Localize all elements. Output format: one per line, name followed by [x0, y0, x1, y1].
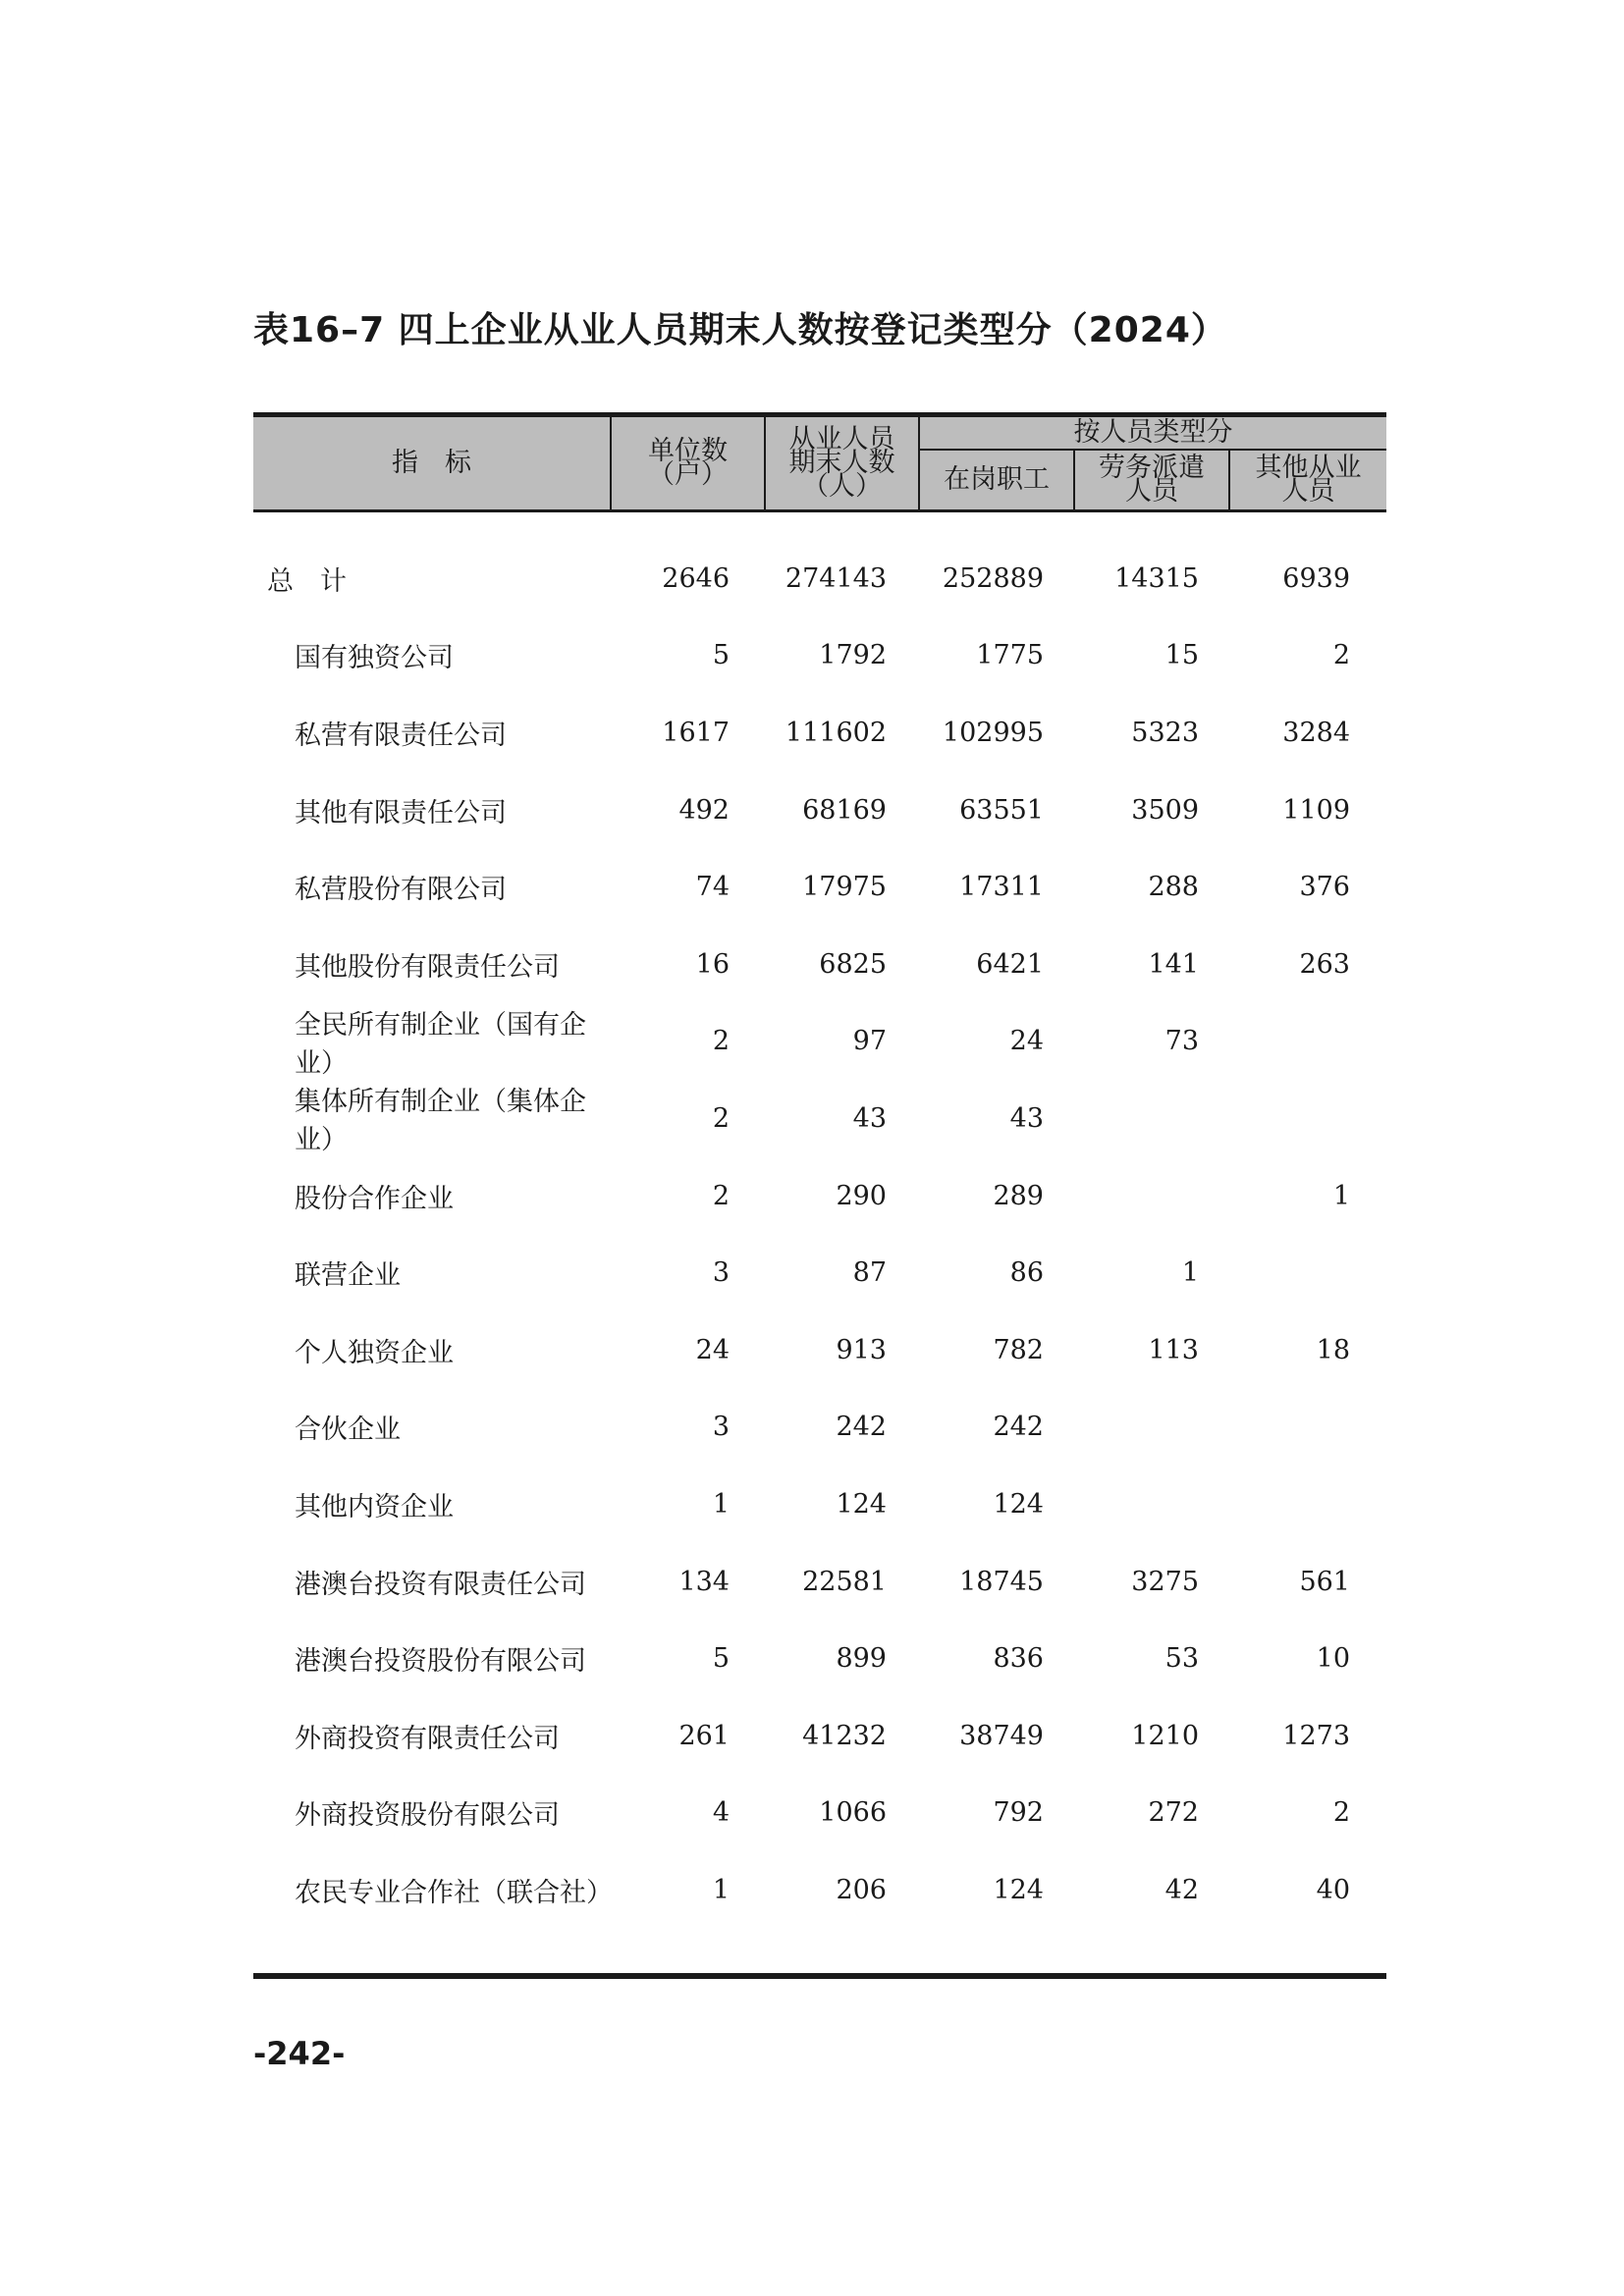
cell-units: 261 [678, 1720, 730, 1751]
cell-units: 1 [712, 1488, 730, 1520]
row-label: 港澳台投资有限责任公司 [295, 1569, 586, 1600]
table-body [253, 540, 1386, 1929]
header-by-type-group: 按人员类型分 [1073, 417, 1233, 448]
cell-other [1230, 1466, 1350, 1543]
header-units: 单位数 （户） [648, 436, 728, 490]
cell-total: 68169 [802, 794, 887, 826]
cell-other: 10 [1316, 1643, 1350, 1675]
cell-units: 1617 [662, 717, 730, 748]
cell-on-post: 102995 [942, 717, 1044, 748]
row-label: 国有独资公司 [295, 643, 454, 674]
table-row [253, 1466, 1386, 1543]
cell-total: 43 [852, 1102, 887, 1134]
cell-dispatched [1075, 1080, 1199, 1157]
table-row [253, 1003, 1386, 1081]
table-header [253, 417, 1386, 512]
cell-total: 17975 [802, 872, 887, 903]
cell-total: 274143 [785, 562, 887, 594]
cell-units: 2646 [662, 562, 730, 594]
cell-units: 2 [712, 1180, 730, 1211]
cell-other: 18 [1316, 1334, 1350, 1365]
cell-units: 492 [678, 794, 730, 826]
cell-dispatched: 14315 [1114, 562, 1199, 594]
cell-other: 1273 [1282, 1720, 1350, 1751]
cell-dispatched: 272 [1148, 1797, 1199, 1829]
cell-on-post: 43 [1009, 1102, 1044, 1134]
cell-dispatched: 141 [1148, 948, 1199, 980]
cell-other [1230, 1389, 1350, 1467]
table-row [253, 1775, 1386, 1852]
page-number: -242- [253, 2035, 346, 2072]
row-label: 其他股份有限责任公司 [295, 951, 560, 983]
cell-other: 561 [1299, 1566, 1350, 1597]
cell-total: 290 [836, 1180, 887, 1211]
cell-dispatched: 3509 [1131, 794, 1199, 826]
cell-units: 16 [695, 948, 730, 980]
cell-total: 87 [852, 1257, 887, 1289]
cell-total: 913 [836, 1334, 887, 1365]
cell-other [1230, 1003, 1350, 1081]
cell-total: 41232 [802, 1720, 887, 1751]
cell-dispatched [1075, 1389, 1199, 1467]
row-label: 其他有限责任公司 [295, 797, 507, 828]
header-other: 其他从业 人员 [1255, 453, 1362, 507]
cell-total: 242 [836, 1412, 887, 1443]
row-label: 股份合作企业 [295, 1183, 454, 1214]
cell-on-post: 18745 [959, 1566, 1044, 1597]
cell-units: 4 [712, 1797, 730, 1829]
row-label: 其他内资企业 [295, 1491, 454, 1522]
header-on-post: 在岗职工 [944, 464, 1050, 495]
cell-other: 263 [1299, 948, 1350, 980]
cell-total: 111602 [785, 717, 887, 748]
cell-on-post: 242 [993, 1412, 1044, 1443]
cell-other: 1109 [1282, 794, 1350, 826]
row-label: 港澳台投资股份有限公司 [295, 1646, 586, 1678]
cell-on-post: 124 [993, 1874, 1044, 1905]
row-label: 集体所有制企业（集体企业） [295, 1087, 586, 1156]
row-label: 私营有限责任公司 [295, 720, 507, 751]
cell-dispatched: 15 [1164, 640, 1199, 671]
cell-total: 124 [836, 1488, 887, 1520]
cell-dispatched: 288 [1148, 872, 1199, 903]
row-label: 合伙企业 [295, 1415, 401, 1446]
cell-other: 2 [1332, 640, 1350, 671]
header-dispatched: 劳务派遣 人员 [1099, 453, 1205, 507]
cell-other: 1 [1332, 1180, 1350, 1211]
cell-units: 2 [712, 1026, 730, 1057]
cell-on-post: 836 [993, 1643, 1044, 1675]
cell-on-post: 24 [1009, 1026, 1044, 1057]
table-row [253, 848, 1386, 926]
row-label: 个人独资企业 [295, 1337, 454, 1368]
cell-other: 40 [1316, 1874, 1350, 1905]
cell-units: 3 [712, 1257, 730, 1289]
cell-total: 206 [836, 1874, 887, 1905]
cell-other [1230, 1080, 1350, 1157]
table-row [253, 617, 1386, 695]
cell-units: 5 [712, 640, 730, 671]
cell-dispatched: 42 [1164, 1874, 1199, 1905]
cell-on-post: 124 [993, 1488, 1044, 1520]
row-label: 总 计 [267, 565, 347, 597]
table-row [253, 1389, 1386, 1467]
table-row [253, 772, 1386, 849]
cell-dispatched [1075, 1157, 1199, 1235]
cell-total: 97 [852, 1026, 887, 1057]
table-bottom-rule [253, 1973, 1386, 1979]
row-label: 外商投资有限责任公司 [295, 1723, 560, 1754]
cell-on-post: 792 [993, 1797, 1044, 1829]
cell-on-post: 38749 [959, 1720, 1044, 1751]
cell-dispatched: 73 [1164, 1026, 1199, 1057]
row-label: 外商投资股份有限公司 [295, 1800, 560, 1832]
cell-total: 22581 [802, 1566, 887, 1597]
cell-units: 134 [678, 1566, 730, 1597]
cell-total: 899 [836, 1643, 887, 1675]
table-row [253, 1234, 1386, 1311]
cell-other: 3284 [1282, 717, 1350, 748]
cell-other: 376 [1299, 872, 1350, 903]
table-row [253, 926, 1386, 1003]
cell-other: 6939 [1282, 562, 1350, 594]
cell-on-post: 17311 [959, 872, 1044, 903]
cell-dispatched: 53 [1164, 1643, 1199, 1675]
cell-on-post: 6421 [976, 948, 1044, 980]
cell-dispatched: 113 [1148, 1334, 1199, 1365]
cell-on-post: 782 [993, 1334, 1044, 1365]
table-row [253, 540, 1386, 617]
cell-other [1230, 1234, 1350, 1311]
cell-on-post: 86 [1009, 1257, 1044, 1289]
cell-total: 1066 [819, 1797, 887, 1829]
row-label: 农民专业合作社（联合社） [295, 1877, 613, 1908]
row-label: 私营股份有限公司 [295, 875, 507, 906]
cell-units: 2 [712, 1102, 730, 1134]
header-employees-total: 从业人员 期末人数 （人） [788, 424, 895, 502]
cell-on-post: 1775 [976, 640, 1044, 671]
cell-dispatched: 1210 [1131, 1720, 1199, 1751]
cell-units: 24 [695, 1334, 730, 1365]
cell-on-post: 63551 [959, 794, 1044, 826]
table-row [253, 1697, 1386, 1775]
cell-total: 1792 [819, 640, 887, 671]
table-row [253, 1311, 1386, 1389]
page-title: 表16–7 四上企业从业人员期末人数按登记类型分（2024） [253, 310, 1227, 350]
cell-dispatched: 1 [1181, 1257, 1199, 1289]
cell-dispatched: 5323 [1131, 717, 1199, 748]
row-label: 全民所有制企业（国有企业） [295, 1009, 586, 1079]
cell-units: 3 [712, 1412, 730, 1443]
cell-total: 6825 [819, 948, 887, 980]
cell-on-post: 289 [993, 1180, 1044, 1211]
table-row [253, 694, 1386, 772]
header-indicator: 指 标 [392, 448, 471, 478]
table-row [253, 1851, 1386, 1929]
cell-on-post: 252889 [942, 562, 1044, 594]
row-label: 联营企业 [295, 1260, 401, 1292]
cell-units: 5 [712, 1643, 730, 1675]
cell-dispatched [1075, 1466, 1199, 1543]
cell-dispatched: 3275 [1131, 1566, 1199, 1597]
table-row [253, 1080, 1386, 1157]
cell-units: 1 [712, 1874, 730, 1905]
cell-units: 74 [695, 872, 730, 903]
table-row [253, 1543, 1386, 1621]
table-row [253, 1157, 1386, 1235]
table-row [253, 1620, 1386, 1697]
cell-other: 2 [1332, 1797, 1350, 1829]
